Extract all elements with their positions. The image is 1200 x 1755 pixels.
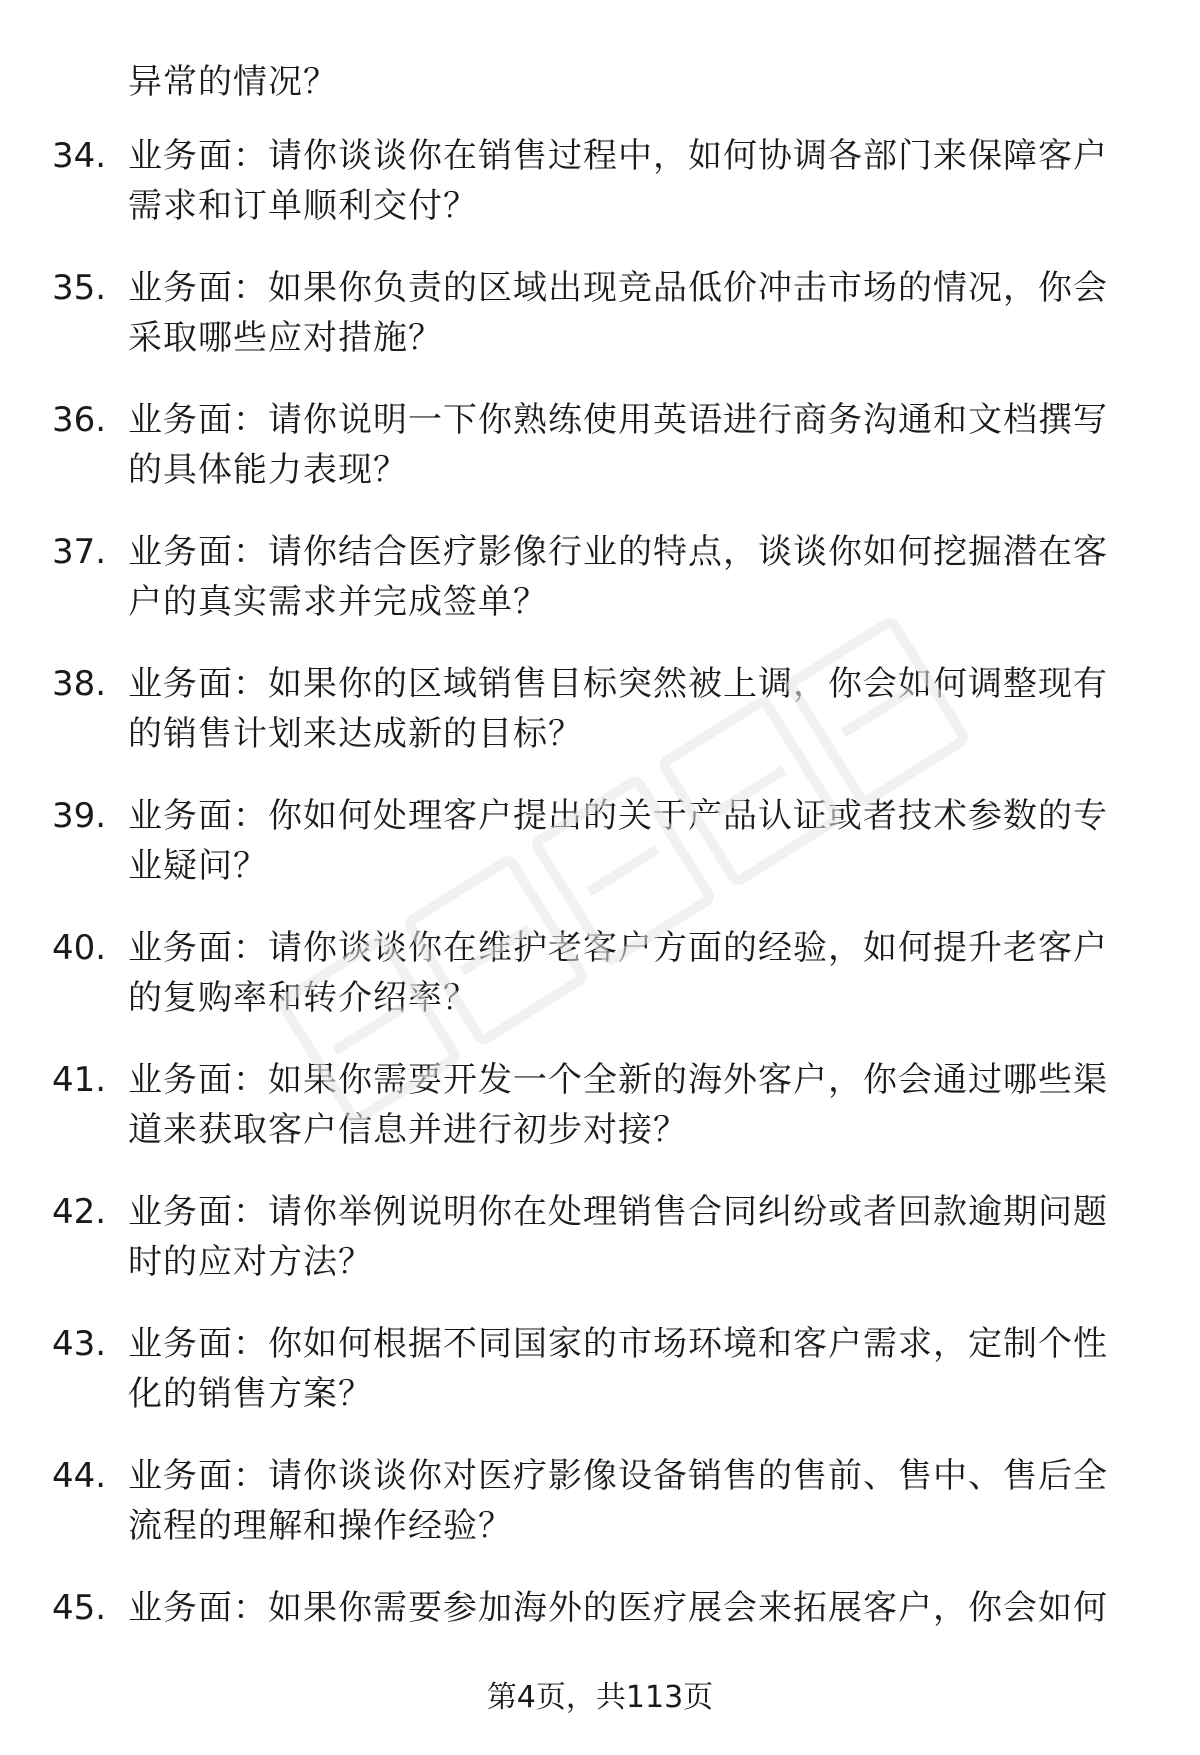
page-footer: 第4页，共113页: [486, 1680, 714, 1715]
question-number: 43.: [52, 1324, 107, 1364]
question-number: 34.: [52, 136, 107, 176]
question-number: 45.: [52, 1588, 107, 1628]
list-item: [0, 660, 1200, 760]
question-text-line1: 业务面：你如何根据不同国家的市场环境和客户需求，定制个性: [128, 1324, 1108, 1364]
question-text-line1: 业务面：请你说明一下你熟练使用英语进行商务沟通和文档撰写: [128, 400, 1108, 440]
question-number: 40.: [52, 928, 107, 968]
list-item: [0, 264, 1200, 364]
question-text-line2: 的销售计划来达成新的目标？: [128, 714, 583, 754]
list-item: [0, 528, 1200, 628]
question-text-line1: 业务面：如果你的区域销售目标突然被上调，你会如何调整现有: [128, 664, 1108, 704]
list-item: [0, 1056, 1200, 1156]
question-text-line2: 的复购率和转介绍率？: [128, 978, 478, 1018]
question-text-line1: 业务面：如果你需要开发一个全新的海外客户，你会通过哪些渠: [128, 1060, 1108, 1100]
question-text-line1: 业务面：请你谈谈你在销售过程中，如何协调各部门来保障客户: [128, 136, 1108, 176]
list-item: [0, 1188, 1200, 1288]
question-number: 35.: [52, 268, 107, 308]
question-text-line1: 业务面：请你谈谈你在维护老客户方面的经验，如何提升老客户: [128, 928, 1108, 968]
question-number: 44.: [52, 1456, 107, 1496]
question-text-line1: 业务面：请你结合医疗影像行业的特点，谈谈你如何挖掘潜在客: [128, 532, 1108, 572]
question-number: 39.: [52, 796, 107, 836]
question-text-line1: 业务面：如果你需要参加海外的医疗展会来拓展客户，你会如何: [128, 1588, 1108, 1628]
question-number: 42.: [52, 1192, 107, 1232]
question-number: 38.: [52, 664, 107, 704]
question-text-line2: 时的应对方法？: [128, 1242, 373, 1282]
question-text-line2: 户的真实需求并完成签单？: [128, 582, 548, 622]
question-number: 37.: [52, 532, 107, 572]
list-item: [0, 1452, 1200, 1552]
list-item: [0, 132, 1200, 232]
question-number: 41.: [52, 1060, 107, 1100]
question-text-line1: 业务面：你如何处理客户提出的关于产品认证或者技术参数的专: [128, 796, 1108, 836]
question-text-line1: 业务面：如果你负责的区域出现竞品低价冲击市场的情况，你会: [128, 268, 1108, 308]
list-item: [0, 924, 1200, 1024]
question-number: 36.: [52, 400, 107, 440]
question-text-line2: 业疑问？: [128, 846, 268, 886]
list-item: [0, 1320, 1200, 1420]
question-text-line2: 道来获取客户信息并进行初步对接？: [128, 1110, 688, 1150]
question-text-line2: 流程的理解和操作经验？: [128, 1506, 513, 1546]
question-text-line2: 需求和订单顺利交付？: [128, 186, 478, 226]
question-text-line1: 业务面：请你谈谈你对医疗影像设备销售的售前、售中、售后全: [128, 1456, 1108, 1496]
question-text-line2: 的具体能力表现？: [128, 450, 408, 490]
list-item: [0, 792, 1200, 892]
list-item: [0, 1584, 1200, 1684]
question-text-line2: 采取哪些应对措施？: [128, 318, 443, 358]
continuation-text: 异常的情况？: [128, 62, 338, 102]
question-text-line1: 业务面：请你举例说明你在处理销售合同纠纷或者回款逾期问题: [128, 1192, 1108, 1232]
question-text-line2: 化的销售方案？: [128, 1374, 373, 1414]
list-item: [0, 396, 1200, 496]
